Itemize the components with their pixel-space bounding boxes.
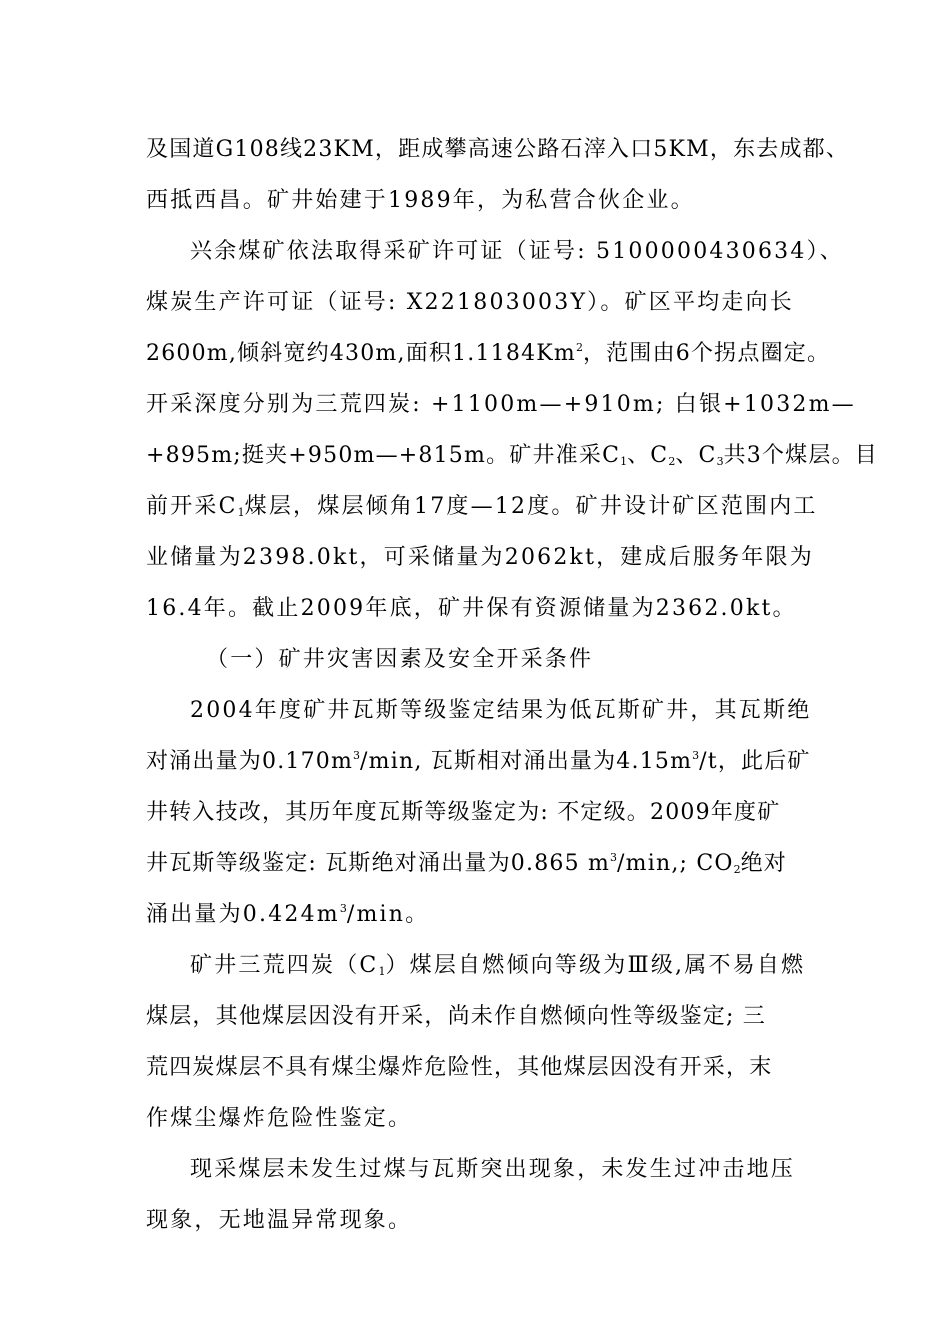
text-line-1: 及国道G108线23KM，距成攀高速公路石滓入口5KM，东去成都、 bbox=[146, 137, 850, 162]
text-line-15: 井瓦斯等级鉴定: 瓦斯绝对涌出量为0.865 $m^3/\min$,; $CO_2$绝对 bbox=[146, 851, 787, 876]
text-line-7: +895m;挺夹+950m—+815m。矿井准采$C_1$、$C_2$、$C_3$共3个煤层。目 bbox=[146, 443, 878, 468]
text-line-6: 开采深度分别为三荒四炭: +1100m—+910m; 白银+1032m— bbox=[146, 392, 856, 417]
text-line-14: 井转入技改，其历年度瓦斯等级鉴定为: 不定级。2009年度矿 bbox=[146, 800, 781, 825]
text-line-16: 涌出量为$0.424m^3/\min$。 bbox=[146, 902, 430, 927]
section-heading: （一）矿井灾害因素及安全开采条件 bbox=[206, 647, 594, 672]
text-line-17: 矿井三荒四炭$(C_1)$煤层自燃倾向等级为Ⅲ级,属不易自燃 bbox=[190, 953, 806, 978]
text-line-12: 2004年度矿井瓦斯等级鉴定结果为低瓦斯矿井，其瓦斯绝 bbox=[190, 698, 812, 723]
text-line-4: 煤炭生产许可证（证号: X221803003Y）。矿区平均走向长 bbox=[146, 290, 794, 315]
text-line-10: 16.4年。截止2009年底，矿井保有资源储量为2362.0kt。 bbox=[146, 596, 797, 621]
text-line-21: 现采煤层未发生过煤与瓦斯突出现象，未发生过冲击地压 bbox=[190, 1157, 796, 1182]
text-line-3: 兴余煤矿依法取得采矿许可证（证号: 5100000430634）、 bbox=[190, 239, 844, 264]
text-line-2: 西抵西昌。矿井始建于1989年，为私营合伙企业。 bbox=[146, 188, 695, 213]
text-line-20: 作煤尘爆炸危险性鉴定。 bbox=[146, 1106, 413, 1131]
text-line-8: 前开采$C_1$煤层，煤层倾角17度—12度。矿井设计矿区范围内工 bbox=[146, 494, 818, 519]
text-line-19: 荒四炭煤层不具有煤尘爆炸危险性，其他煤层因没有开采，末 bbox=[146, 1055, 773, 1080]
body-text bbox=[146, 124, 878, 1246]
text-line-13: 对涌出量为$0.170m^3/\min$, 瓦斯相对涌出量为$4.15m^3/t$，此后矿 bbox=[146, 749, 811, 774]
text-line-22: 现象，无地温异常现象。 bbox=[146, 1208, 413, 1233]
text-line-18: 煤层，其他煤层因没有开采，尚未作自燃倾向性等级鉴定; 三 bbox=[146, 1004, 767, 1029]
text-line-5: 2600m,倾斜宽约430m,面积1.1184Km$^2$，范围由6个拐点圈定。 bbox=[146, 341, 831, 366]
text-line-9: 业储量为2398.0kt，可采储量为2062kt，建成后服务年限为 bbox=[146, 545, 814, 570]
